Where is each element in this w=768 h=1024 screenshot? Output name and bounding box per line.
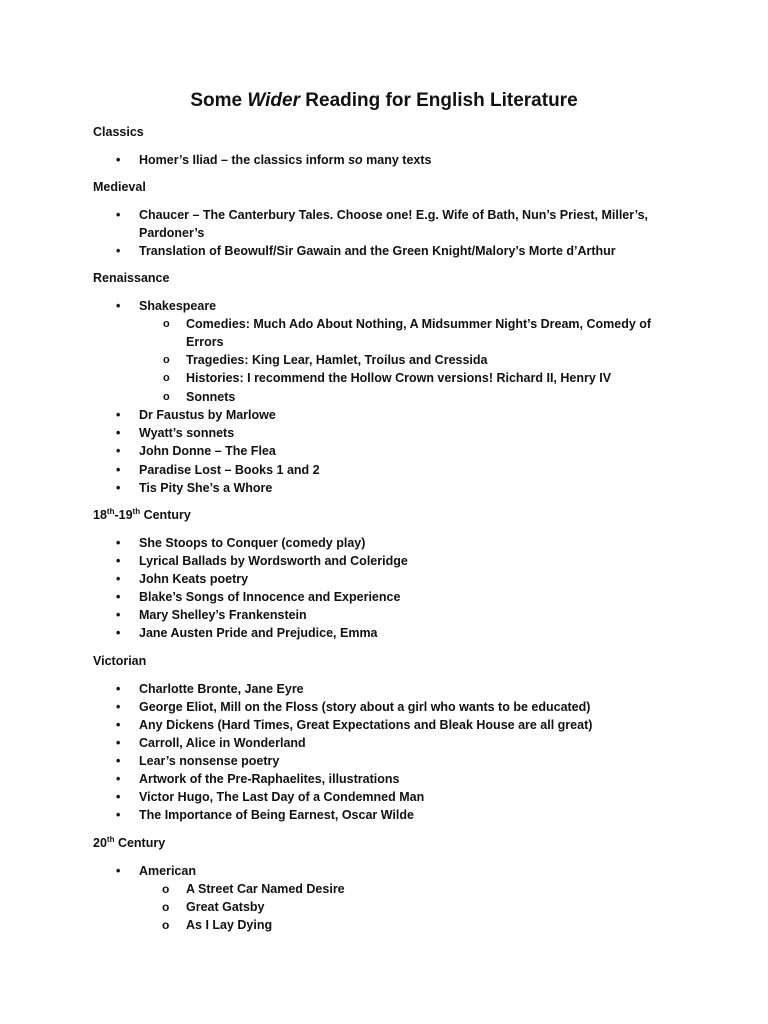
sub-list-item: Comedies: Much Ado About Nothing, A Midsummer Night’s Dream, Comedy of Errors: [186, 317, 652, 349]
heading-victorian: Victorian: [93, 654, 147, 668]
title-emphasis: Wider: [247, 90, 300, 111]
heading-medieval: Medieval: [93, 180, 146, 194]
sub-bullet-marker: o: [163, 391, 170, 403]
sub-bullet-marker: o: [163, 372, 170, 384]
list-item: Charlotte Bronte, Jane Eyre: [139, 682, 304, 696]
list-item: The Importance of Being Earnest, Oscar Wilde: [139, 808, 414, 822]
sub-bullet-marker: o: [162, 882, 170, 896]
bullet-marker: •: [116, 626, 121, 640]
list-item: Homer’s Iliad – the classics inform so many texts: [139, 153, 432, 167]
bullet-marker: •: [116, 718, 121, 732]
bullet-marker: •: [116, 554, 121, 568]
list-item: Jane Austen Pride and Prejudice, Emma: [139, 626, 378, 640]
title-text-rest: Reading for English Literature: [300, 90, 578, 111]
bullet-marker: •: [116, 608, 121, 622]
bullet-marker: •: [116, 700, 121, 714]
bullet-marker: •: [116, 590, 121, 604]
heading-renaissance: Renaissance: [93, 271, 170, 285]
bullet-marker: •: [116, 299, 121, 313]
list-item: Chaucer – The Canterbury Tales. Choose one! E.g. Wife of Bath, Nun’s Priest, Miller’s, Pardoner’s: [139, 208, 649, 240]
sub-list-item: Tragedies: King Lear, Hamlet, Troilus and Cressida: [186, 353, 488, 367]
list-item: Mary Shelley’s Frankenstein: [139, 608, 307, 622]
sub-list-item: Histories: I recommend the Hollow Crown versions! Richard II, Henry IV: [186, 371, 612, 385]
list-item: Dr Faustus by Marlowe: [139, 408, 276, 422]
sub-bullet-marker: o: [163, 318, 170, 330]
list-item: Paradise Lost – Books 1 and 2: [139, 463, 320, 477]
sub-bullet-marker: o: [163, 354, 170, 366]
sub-bullet-marker: o: [162, 900, 170, 914]
list-item: Carroll, Alice in Wonderland: [139, 736, 306, 750]
bullet-marker: •: [116, 444, 121, 458]
list-item: Any Dickens (Hard Times, Great Expectations and Bleak House are all great): [139, 718, 593, 732]
heading-18th-19th-century: 18th-19th Century: [93, 506, 191, 522]
sub-bullet-marker: o: [162, 918, 170, 932]
sub-list-item: A Street Car Named Desire: [186, 882, 345, 896]
bullet-marker: •: [116, 408, 121, 422]
list-item: Wyatt’s sonnets: [139, 426, 235, 440]
title-text: Some: [190, 90, 248, 111]
bullet-marker: •: [116, 572, 121, 586]
sub-list-item: As I Lay Dying: [186, 918, 273, 932]
list-item: Lyrical Ballads by Wordsworth and Coleridge: [139, 554, 408, 568]
bullet-marker: •: [116, 682, 121, 696]
list-item: Artwork of the Pre-Raphaelites, illustrations: [139, 772, 400, 786]
bullet-marker: •: [116, 754, 121, 768]
bullet-marker: •: [116, 536, 121, 550]
list-item-american: American: [139, 864, 196, 878]
list-item-shakespeare: Shakespeare: [139, 299, 217, 313]
list-item: Translation of Beowulf/Sir Gawain and the Green Knight/Malory’s Morte d’Arthur: [139, 244, 616, 258]
list-item: John Donne – The Flea: [139, 444, 276, 458]
list-item: Blake’s Songs of Innocence and Experience: [139, 590, 401, 604]
bullet-marker: •: [116, 426, 121, 440]
sub-list-item: Sonnets: [186, 390, 236, 404]
bullet-marker: •: [116, 153, 121, 167]
list-item: George Eliot, Mill on the Floss (story about a girl who wants to be educated): [139, 700, 591, 714]
bullet-marker: •: [116, 736, 121, 750]
bullet-marker: •: [116, 481, 121, 495]
document-title: [0, 88, 768, 114]
bullet-marker: •: [116, 864, 121, 878]
bullet-marker: •: [116, 772, 121, 786]
heading-20th-century: 20th Century: [93, 834, 166, 850]
heading-classics: Classics: [93, 125, 144, 139]
list-item: Tis Pity She’s a Whore: [139, 481, 273, 495]
list-item: John Keats poetry: [139, 572, 249, 586]
bullet-marker: •: [116, 808, 121, 822]
bullet-marker: •: [116, 244, 121, 258]
bullet-marker: •: [116, 463, 121, 477]
bullet-marker: •: [116, 790, 121, 804]
list-item: She Stoops to Conquer (comedy play): [139, 536, 366, 550]
bullet-marker: •: [116, 208, 121, 222]
list-item: Lear’s nonsense poetry: [139, 754, 280, 768]
sub-list-item: Great Gatsby: [186, 900, 265, 914]
list-item: Victor Hugo, The Last Day of a Condemned Man: [139, 790, 425, 804]
